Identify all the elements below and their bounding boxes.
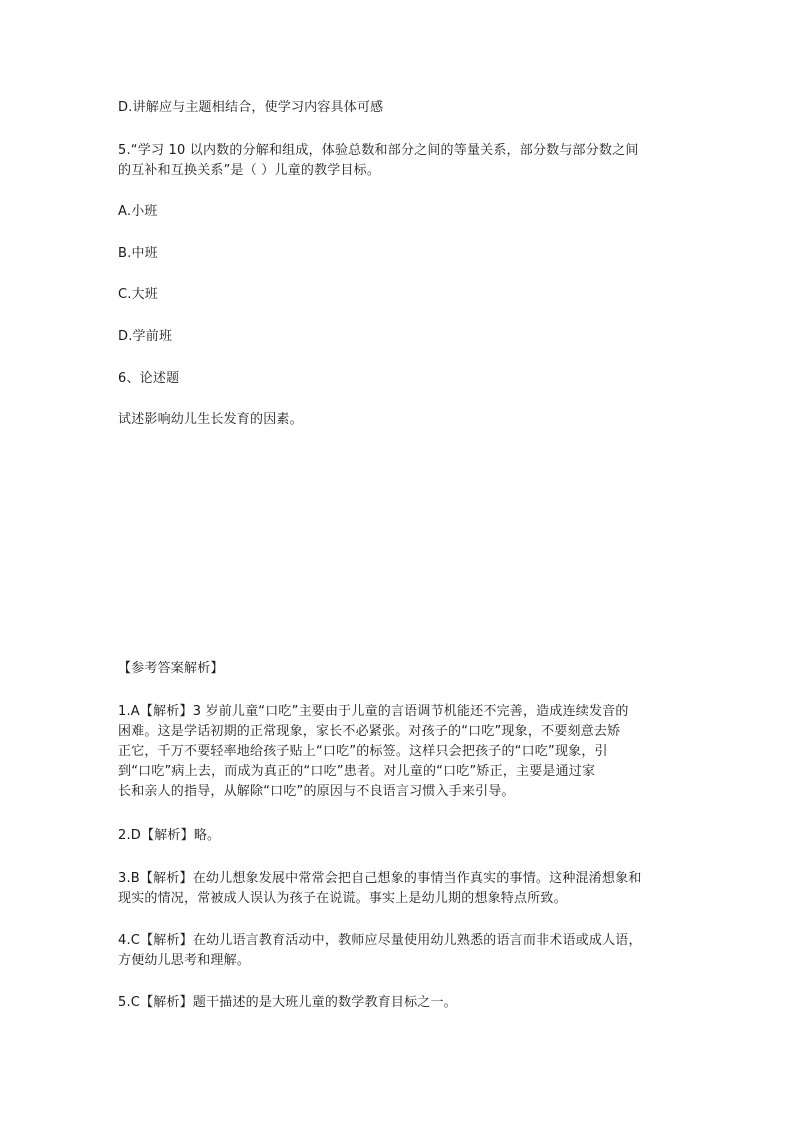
answer-2: 2.D【解析】略。	[118, 828, 221, 843]
answer-3-line: 现实的情况，常被成人误认为孩子在说谎。事实上是幼儿期的想象特点所致。	[118, 891, 567, 906]
answer-3-line: 3.B【解析】在幼儿想象发展中常常会把自己想象的事情当作真实的事情。这种混淆想象和	[118, 871, 642, 886]
answer-1	[118, 702, 678, 802]
answer-5: 5.C【解析】题干描述的是大班儿童的数学教育目标之一。	[118, 995, 457, 1010]
q5-option-b: B.中班	[118, 246, 158, 261]
q5-stem	[118, 141, 678, 181]
answer-1-line: 正它，千万不要轻率地给孩子贴上“口吃”的标签。这样只会把孩子的“口吃”现象，引	[118, 744, 608, 759]
section6-title: 6、论述题	[118, 371, 180, 386]
answer-1-line: 1.A【解析】3 岁前儿童“口吃”主要由于儿童的言语调节机能还不完善，造成连续发音的	[118, 704, 629, 719]
answer-1-line: 长和亲人的指导，从解除“口吃”的原因与不良语言习惯入手来引导。	[118, 784, 515, 799]
answer-1-line: 困难。这是学话初期的正常现象，家长不必紧张。对孩子的“口吃”现象，不要刻意去矫	[118, 724, 621, 739]
q5-option-d: D.学前班	[118, 329, 173, 344]
q5-option-c: C.大班	[118, 287, 159, 302]
answers-heading: 【参考答案解析】	[118, 661, 224, 676]
answer-4-line: 方便幼儿思考和理解。	[118, 953, 251, 968]
q5-stem-line: 5.“学习 10 以内数的分解和组成，体验总数和部分之间的等量关系，部分数与部分数之间	[118, 143, 639, 158]
section6-question: 试述影响幼儿生长发育的因素。	[118, 412, 303, 427]
q5-stem-line: 的互补和互换关系”是（ ）儿童的教学目标。	[118, 163, 381, 178]
answer-4	[118, 931, 678, 971]
q4-option-d: D.讲解应与主题相结合，使学习内容具体可感	[118, 100, 384, 115]
answer-1-line: 到“口吃”病上去，而成为真正的“口吃”患者。对儿童的“口吃”矫正，主要是通过家	[118, 764, 596, 779]
answer-3	[118, 869, 678, 909]
answer-4-line: 4.C【解析】在幼儿语言教育活动中，教师应尽量使用幼儿熟悉的语言而非术语或成人语，	[118, 933, 642, 948]
q5-option-a: A.小班	[118, 204, 158, 219]
